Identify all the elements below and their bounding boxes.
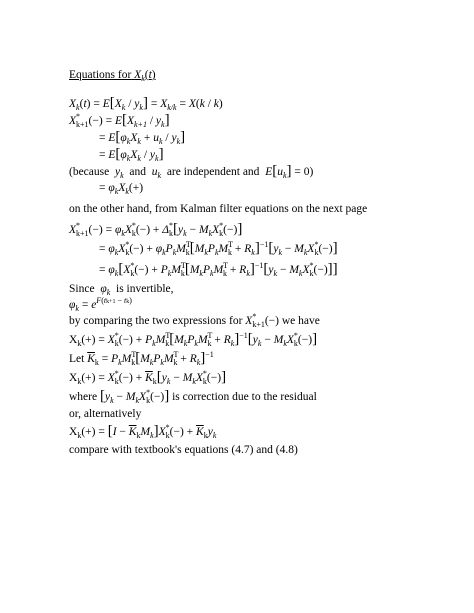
comparing-text: by comparing the two expressions for (69, 315, 243, 327)
title-text: Equations for (69, 69, 132, 81)
we-have-text: we have (281, 315, 320, 327)
equation-9: $X_k(+) = X^*_k(-) + P_kM^T_k[M_kP_kM^T_k + R_k]^{-1}[y_k - M_kX^*_k(-)]$ (69, 331, 318, 348)
equation-2: $X^*_{k+1}(-) = E[X_{k+1} / y_k]$ (69, 112, 170, 129)
kalman-note: on the other hand, from Kalman filter equations on the next page (69, 203, 368, 215)
comparing-line: by comparing the two expressions for $X^*_{k+1}(-)$ we have (69, 312, 320, 329)
since-line: Since $\varphi_k$ is invertible, (69, 283, 174, 297)
phi-definition: $\varphi_k = e^{F(tk+1 - tk)}$ (69, 296, 132, 313)
because-text: (because (69, 166, 110, 178)
since-text: Since (69, 283, 95, 295)
because-line: (because $y_k$ and $u_k$ are independent and $E[u_k] = 0$) (69, 163, 314, 180)
equation-8: = $\varphi_k[X^*_k(-) + P_kM^T_k[M_kP_kM^T_k + R_k]^{-1}[y_k - M_kX^*_k(-)]]$ (99, 261, 338, 278)
invertible-text: is invertible, (116, 283, 174, 295)
equation-4: = $E[\varphi_kX_k / y_k]$ (99, 146, 164, 163)
equation-7: = $\varphi_kX^*_k(-) + \varphi_kP_kM^T_k[M_kP_kM^T_k + R_k]^{-1}[y_k - M_kX^*_k(-)]$ (99, 240, 338, 257)
equation-3: = $E[\varphi_kX_k + u_k / y_k]$ (99, 129, 186, 146)
equation-11: $X_k(+) = [I - \overline{K}_kM_k]X^*_k(-) + \overline{K}_ky_k$ (69, 423, 217, 440)
page-title: Equations for $X_k(t)$ (69, 69, 156, 83)
let-line: Let $\overline{K}_k = P_kM^T_k[M_kP_kM^T_k + R_k]^{-1}$ (69, 350, 214, 367)
where-line: where $[y_k - M_kX^*_k(-)]$ is correction due to the residual (69, 388, 317, 405)
compare-line: compare with textbook's equations (4.7) and (4.8) (69, 444, 298, 456)
independent-text: are independent and (166, 166, 260, 178)
correction-text: is correction due to the residual (172, 391, 317, 403)
equation-5: = $\varphi_kX_k(+)$ (99, 182, 144, 196)
where-text: where (69, 391, 98, 403)
zero-text: = 0) (294, 166, 314, 178)
equation-10: $X_k(+) = X^*_k(-) + \overline{K}_k[y_k - M_kX^*_k(-)]$ (69, 369, 227, 386)
equation-6: $X^*_{k+1}(-) = \varphi_kX^*_k(-) + \Delta^*_k[y_k - M_kX^*_k(-)]$ (69, 221, 243, 238)
equation-1: $X_k(t) = E[X_k / y_k] = X_{k/k} = X(k / k)$ (69, 95, 223, 112)
alternatively-line: or, alternatively (69, 408, 142, 420)
let-text: Let (69, 353, 85, 365)
